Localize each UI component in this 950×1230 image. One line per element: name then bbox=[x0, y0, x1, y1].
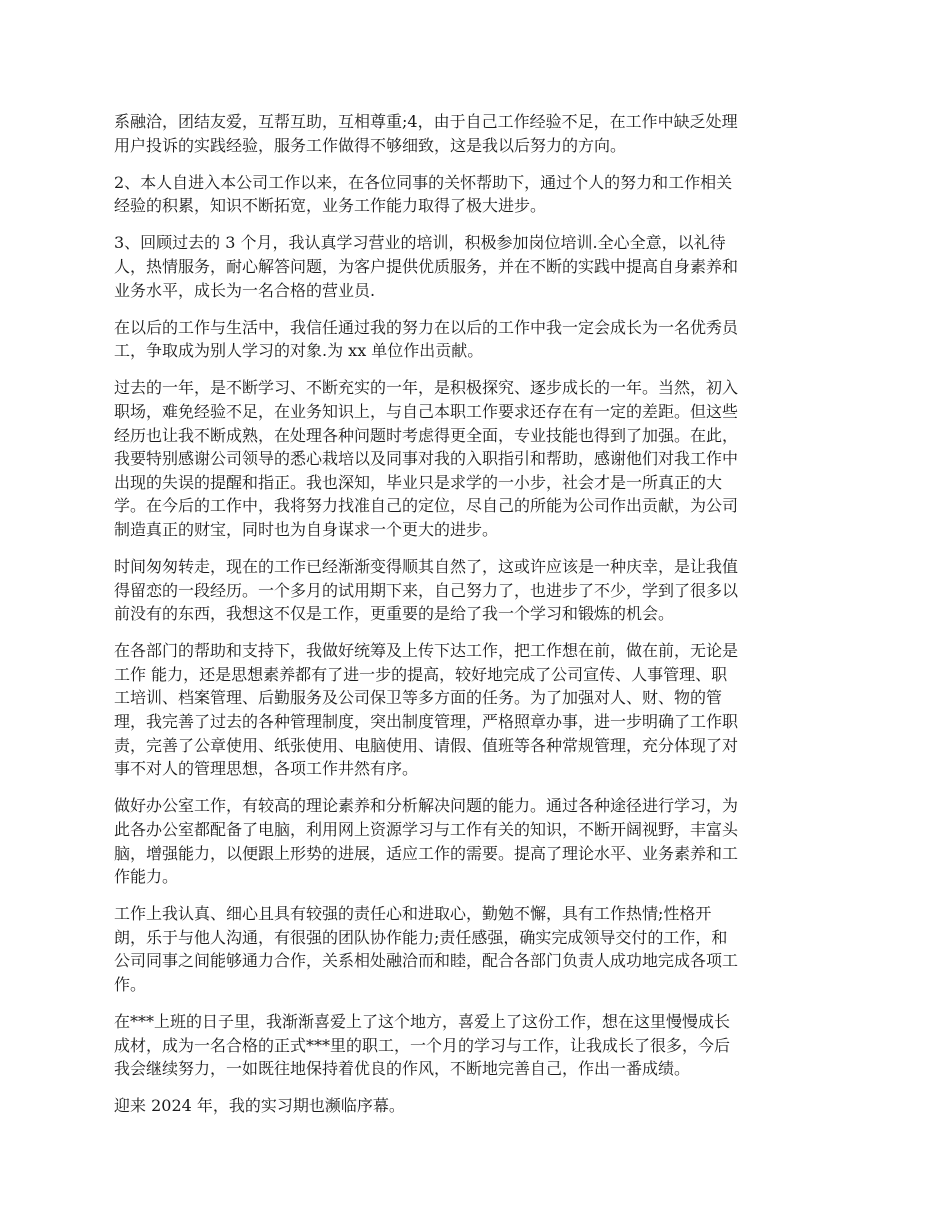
paragraph bbox=[114, 110, 838, 157]
paragraph bbox=[114, 1094, 838, 1118]
paragraph bbox=[114, 231, 838, 302]
paragraph-line: 在***上班的日子里，我渐渐喜爱上了这个地方，喜爱上了这份工作，想在这里慢慢成长 bbox=[114, 1012, 731, 1032]
paragraph-line: 朗，乐于与他人沟通，有很强的团队协作能力;责任感强，确实完成领导交付的工作，和 bbox=[114, 927, 728, 947]
paragraph-line: 工培训、档案管理、后勤服务及公司保卫等多方面的任务。为了加强对人、财、物的管 bbox=[114, 688, 723, 708]
paragraph-line: 制造真正的财宝，同时也为自身谋求一个更大的进步。 bbox=[114, 519, 499, 539]
paragraph-line: 系融洽，团结友爱，互帮互助，互相尊重;4，由于自己工作经验不足，在工作中缺乏处理 bbox=[114, 112, 738, 131]
paragraph-line: 做好办公室工作，有较高的理论素养和分析解决问题的能力。通过各种途径进行学习，为 bbox=[114, 796, 739, 816]
paragraph-line: 经历也让我不断成熟，在处理各种问题时考虑得更全面，专业技能也得到了加强。在此， bbox=[114, 425, 739, 445]
paragraph-line: 学。在今后的工作中，我将努力找准自己的定位，尽自己的所能为公司作出贡献，为公司 bbox=[114, 496, 739, 516]
paragraph bbox=[114, 376, 838, 541]
paragraph-line: 用户投诉的实践经验，服务工作做得不够细致，这是我以后努力的方向。 bbox=[114, 135, 627, 155]
paragraph-line: 迎来 2024 年，我的实习期也濒临序幕。 bbox=[114, 1096, 405, 1116]
paragraph-line: 得留恋的一段经历。一个多月的试用期下来，自己努力了，也进步了不少，学到了很多以 bbox=[114, 580, 739, 600]
paragraph-line: 工，争取成为别人学习的对象.为 xx 单位作出贡献。 bbox=[114, 341, 484, 361]
paragraph bbox=[114, 1010, 838, 1081]
paragraph-line: 脑，增强能力，以便跟上形势的进展，适应工作的需要。提高了理论水平、业务素养和工 bbox=[114, 843, 739, 863]
paragraph bbox=[114, 316, 838, 363]
paragraph-line: 职场，难免经验不足，在业务知识上，与自己本职工作要求还存在有一定的差距。但这些 bbox=[114, 401, 739, 421]
paragraph-line: 作能力。 bbox=[114, 867, 179, 887]
paragraph bbox=[114, 639, 838, 781]
paragraph-line: 理，我完善了过去的各种管理制度，突出制度管理，严格照章办事，进一步明确了工作职 bbox=[114, 712, 739, 732]
paragraph-line: 过去的一年，是不断学习、不断充实的一年，是积极探究、逐步成长的一年。当然，初入 bbox=[114, 378, 739, 398]
paragraph-line: 人，热情服务，耐心解答问题，为客户提供优质服务，并在不断的实践中提高自身素养和 bbox=[114, 256, 739, 276]
paragraph-line: 在以后的工作与生活中，我信任通过我的努力在以后的工作中我一定会成长为一名优秀员 bbox=[114, 317, 739, 337]
paragraph-line: 公司同事之间能够通力合作，关系相处融洽而和睦，配合各部门负责人成功地完成各项工 bbox=[114, 951, 739, 971]
paragraph-line: 时间匆匆转走，现在的工作已经渐渐变得顺其自然了，这或许应该是一种庆幸，是让我值 bbox=[114, 557, 739, 576]
paragraph-line: 出现的失误的提醒和指正。我也深知，毕业只是求学的一小步，社会才是一所真正的大 bbox=[114, 472, 723, 492]
paragraph-line: 在各部门的帮助和支持下，我做好统筹及上传下达工作，把工作想在前，做在前，无论是 bbox=[114, 641, 739, 661]
paragraph bbox=[114, 794, 838, 888]
paragraph-line: 工作 能力，还是思想素养都有了进一步的提高，较好地完成了公司宣传、人事管理、职 bbox=[114, 664, 728, 684]
paragraph-line: 业务水平，成长为一名合格的营业员. bbox=[114, 280, 376, 300]
paragraph bbox=[114, 902, 838, 996]
document-body bbox=[114, 110, 838, 1131]
paragraph-line: 此各办公室都配备了电脑，利用网上资源学习与工作有关的知识，不断开阔视野，丰富头 bbox=[114, 819, 739, 839]
paragraph bbox=[114, 171, 838, 218]
paragraph-line: 3、回顾过去的 3 个月，我认真学习营业的培训，积极参加岗位培训.全心全意，以礼待 bbox=[114, 233, 726, 253]
paragraph-line: 事不对人的管理思想，各项工作井然有序。 bbox=[114, 759, 419, 779]
paragraph-line: 责，完善了公章使用、纸张使用、电脑使用、请假、值班等各种常规管理，充分体现了对 bbox=[114, 735, 739, 755]
paragraph bbox=[114, 555, 838, 626]
paragraph-line: 我要特别感谢公司领导的悉心栽培以及同事对我的入职指引和帮助，感谢他们对我工作中 bbox=[114, 449, 739, 469]
paragraph-line: 2、本人自进入本公司工作以来，在各位同事的关怀帮助下，通过个人的努力和工作相关 bbox=[114, 172, 733, 192]
paragraph-line: 作。 bbox=[114, 975, 147, 994]
paragraph-line: 经验的积累，知识不断拓宽，业务工作能力取得了极大进步。 bbox=[114, 196, 547, 216]
paragraph-line: 前没有的东西，我想这不仅是工作，更重要的是给了我一个学习和锻炼的机会。 bbox=[114, 604, 675, 624]
paragraph-line: 成材，成为一名合格的正式***里的职工，一个月的学习与工作，让我成长了很多，今后 bbox=[114, 1035, 731, 1055]
paragraph-line: 工作上我认真、细心且具有较强的责任心和进取心，勤勉不懈，具有工作热情;性格开 bbox=[114, 904, 712, 924]
paragraph-line: 我会继续努力，一如既往地保持着优良的作风，不断地完善自己，作出一番成绩。 bbox=[114, 1059, 691, 1079]
